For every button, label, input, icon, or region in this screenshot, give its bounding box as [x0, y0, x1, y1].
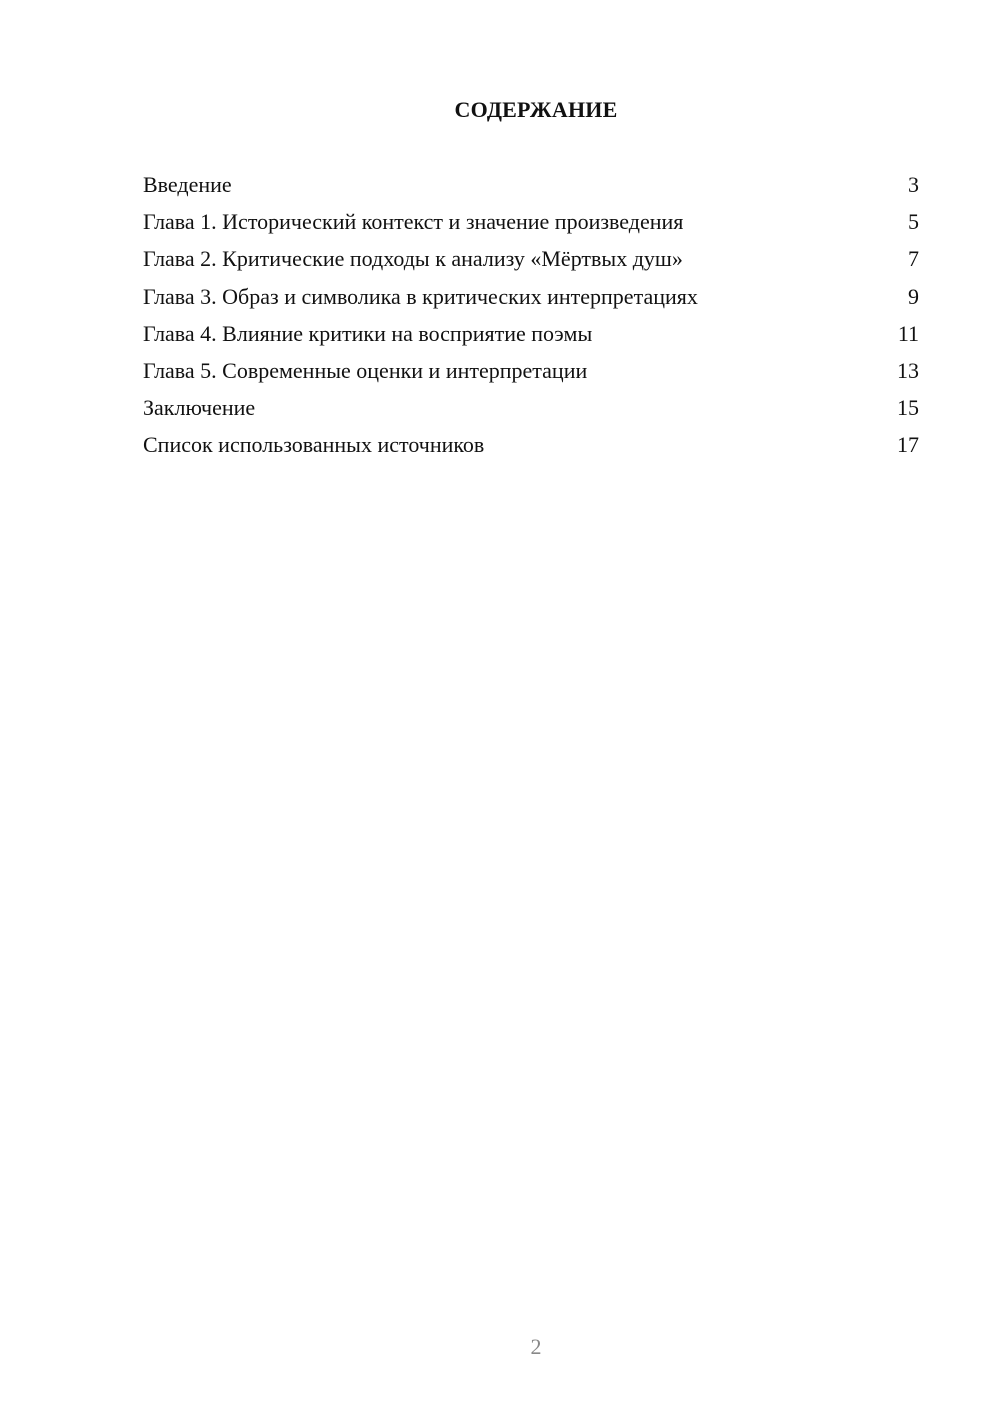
toc-entry-page: 17	[897, 432, 919, 458]
toc-entry-page: 5	[908, 209, 919, 235]
toc-entry-chapter-3	[143, 282, 919, 319]
toc-entry-page: 3	[908, 172, 919, 197]
table-of-contents	[143, 170, 919, 468]
toc-entry-page: 13	[897, 357, 919, 383]
toc-entry-label: Глава 4. Влияние критики на восприятие поэмы	[143, 320, 593, 346]
toc-entry-label: Глава 1. Исторический контекст и значение произведения	[143, 209, 684, 235]
toc-entry-chapter-4	[143, 319, 919, 356]
page-title: СОДЕРЖАНИЕ	[454, 97, 618, 122]
toc-entry-references	[143, 430, 919, 467]
toc-entry-chapter-2	[143, 244, 919, 281]
toc-entry-conclusion	[143, 393, 919, 430]
toc-entry-label: Глава 5. Современные оценки и интерпретации	[143, 357, 588, 383]
toc-entry-chapter-1	[143, 207, 919, 244]
toc-entry-label: Глава 3. Образ и символика в критических интерпретациях	[143, 283, 698, 309]
toc-entry-label: Список использованных источников	[143, 432, 485, 458]
toc-entry-page: 15	[897, 395, 919, 421]
toc-entry-label: Введение	[143, 172, 232, 197]
toc-entry-introduction	[143, 170, 919, 207]
toc-entry-chapter-5	[143, 356, 919, 393]
page-number: 2	[530, 1334, 542, 1359]
toc-entry-page: 9	[908, 283, 919, 309]
toc-entry-label: Заключение	[143, 395, 256, 421]
toc-entry-page: 11	[897, 320, 919, 346]
toc-entry-page: 7	[908, 246, 919, 272]
toc-entry-label: Глава 2. Критические подходы к анализу «Мёртвых душ»	[143, 246, 683, 272]
